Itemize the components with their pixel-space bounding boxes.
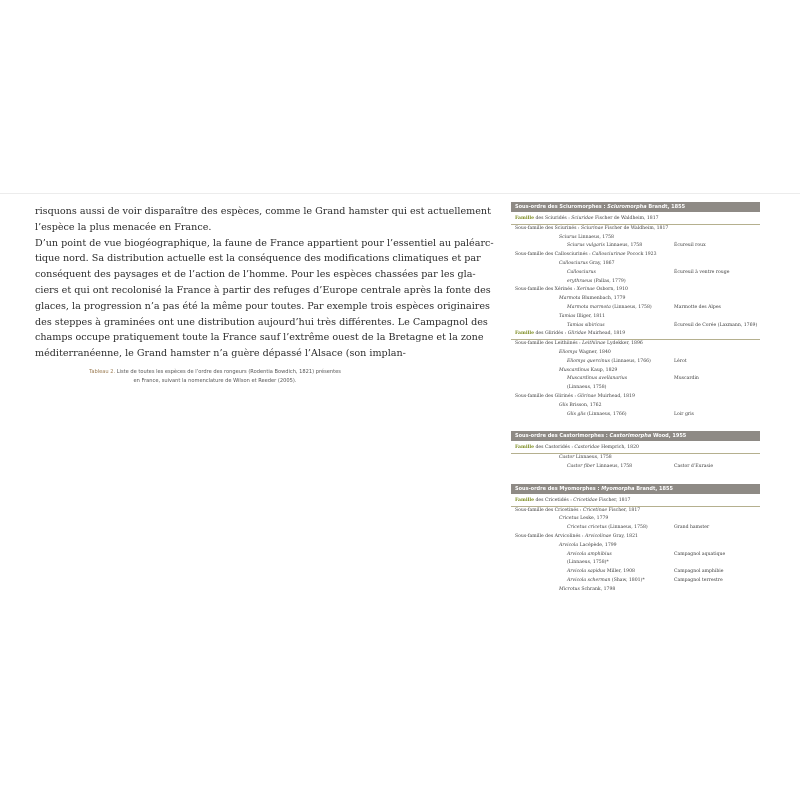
taxon-row <box>511 234 760 243</box>
taxon-authority: Gray, 1821 <box>611 533 638 539</box>
taxon-authority: Fischer, 1817 <box>607 507 641 513</box>
taxon-scientific-name: Cricetidae <box>573 497 598 503</box>
taxon-rank-text: des Castoridés : <box>534 445 575 451</box>
taxon-row <box>511 251 760 260</box>
taxon-name <box>515 251 657 260</box>
common-name: Écureuil roux <box>674 243 706 249</box>
common-name: Lérot <box>674 358 687 364</box>
taxon-row <box>511 551 760 560</box>
taxon-scientific-name: Glis <box>559 402 568 408</box>
taxon-scientific-name: Sciurus vulgaris <box>567 243 605 249</box>
taxon-name <box>559 367 617 376</box>
suborder-body <box>511 494 760 601</box>
suborder-header <box>511 431 760 441</box>
taxon-scientific-name: Eliomys <box>559 349 578 355</box>
taxon-authority: Schrank, 1798 <box>579 586 616 592</box>
taxon-scientific-name: Sciuridae <box>571 216 594 221</box>
taxon-authority: Brisson, 1762 <box>567 402 602 408</box>
suborder-author: Brandt, 1855 <box>646 204 686 210</box>
suborder-label: Sous-ordre des Sciuromorphes : <box>515 204 608 210</box>
taxon-row <box>511 411 760 420</box>
common-name: Castor d’Eurasie <box>674 463 714 469</box>
taxon-scientific-name: erythraeus <box>567 278 593 284</box>
taxon-scientific-name: Callosciurinae <box>592 252 626 258</box>
taxon-name <box>567 242 642 251</box>
taxon-authority: (Linnaeus, 1766) <box>585 411 627 417</box>
taxon-name <box>567 278 626 287</box>
taxon-rank-text: des Cricetidés : <box>534 497 574 503</box>
famille-word: Famille <box>515 216 535 221</box>
taxon-name <box>515 533 638 542</box>
common-name: Écureuil de Corée (Laxmann, 1769) <box>674 322 758 328</box>
taxon-authority: (Linnaeus, 1758) <box>606 525 648 531</box>
taxon-rank-text: Sous-famille des Sciurinés : <box>515 225 581 231</box>
taxon-row <box>511 393 760 402</box>
taxon-scientific-name: Cricetus cricetus <box>567 525 607 531</box>
common-name: Campagnol terrestre <box>674 577 723 583</box>
taxon-authority: (Linnaeus, 1766) <box>609 358 651 364</box>
taxon-name <box>559 586 615 595</box>
famille-word: Famille <box>515 497 535 503</box>
famille-word: Famille <box>515 445 535 451</box>
taxon-scientific-name: Gliridae <box>567 331 587 337</box>
taxon-authority: Gray, 1867 <box>587 260 615 266</box>
taxon-rank-text: des Sciuridés : <box>534 216 572 221</box>
taxon-name <box>567 568 635 577</box>
taxon-row <box>511 515 760 524</box>
taxon-row <box>511 225 760 234</box>
suborder-taxon: Castorimorpha <box>609 433 652 440</box>
taxon-name <box>559 454 612 463</box>
taxon-name <box>515 497 630 506</box>
suborder-author: Wood, 1955 <box>651 433 687 440</box>
paragraph-line: glaces, la progression n’a pas été la même pour toutes. Par exemple trois espèces originaires <box>35 300 490 312</box>
taxon-scientific-name: Sciurinae <box>580 225 604 231</box>
taxon-row <box>511 349 760 358</box>
taxon-row <box>511 242 760 251</box>
taxon-row <box>511 568 760 577</box>
taxon-rank-text: Sous-famille des Leithiinés : <box>515 341 583 347</box>
taxon-authority: Linnaeus, 1758 <box>604 243 643 249</box>
taxon-name <box>567 577 645 586</box>
taxon-row <box>511 260 760 269</box>
taxon-rank-text: Sous-famille des Glirinés : <box>515 393 578 399</box>
taxon-row <box>511 384 760 393</box>
taxon-authority: (Pallas, 1779) <box>592 278 626 284</box>
taxon-row <box>511 402 760 411</box>
body-paragraph <box>35 204 494 362</box>
taxon-name <box>515 393 635 402</box>
paragraph-line: l’espèce la plus menacée en France. <box>35 221 212 233</box>
taxon-rank-text: des Gliridés : <box>534 331 568 337</box>
taxon-scientific-name: Castor <box>559 455 575 461</box>
family-row <box>511 215 760 225</box>
left-text-column <box>35 204 494 362</box>
taxon-authority: (Shaw, 1801)* <box>610 577 645 583</box>
taxon-row <box>511 507 760 516</box>
taxon-rank-text: Sous-famille des Xérinés : <box>515 287 577 293</box>
taxon-scientific-name: Arvicola sapidus <box>567 569 606 575</box>
taxon-row <box>511 358 760 367</box>
taxon-name <box>559 542 617 551</box>
taxon-row <box>511 313 760 322</box>
taxon-rank-text: Sous-famille des Cricetinés : <box>515 507 583 513</box>
common-name: Écureuil à ventre rouge <box>674 269 730 275</box>
famille-word: Famille <box>515 331 535 337</box>
taxon-rank-text: Sous-famille des Arvicolinés : <box>515 533 585 539</box>
taxon-name <box>559 313 605 322</box>
taxon-scientific-name: Leithiinae <box>582 341 606 347</box>
taxon-name <box>559 402 602 411</box>
taxon-scientific-name: Arvicola <box>559 542 579 548</box>
taxon-name <box>567 463 632 472</box>
taxon-scientific-name: Marmota marmota <box>567 304 611 310</box>
taxon-scientific-name: Callosciurus <box>559 260 588 266</box>
taxon-authority: Kaup, 1829 <box>589 367 618 373</box>
paragraph-line: tique nord. Sa distribution actuelle est la conséquence des modifications climatiques et par <box>35 253 481 265</box>
taxon-authority: Muirhead, 1819 <box>596 393 635 399</box>
taxon-name <box>559 515 608 524</box>
caption-text-1: Liste de toutes les espèces de l’ordre des rongeurs (Rodentia Bowdich, 1821) présentes <box>116 369 341 375</box>
taxon-row <box>511 542 760 551</box>
taxon-rank-text: (Linnaeus, 1758) <box>567 385 607 391</box>
taxon-authority: Linnaeus, 1758 <box>574 455 612 461</box>
taxon-name <box>559 349 611 358</box>
taxon-name <box>515 215 659 224</box>
taxon-scientific-name: Glis glis <box>567 411 586 417</box>
taxon-scientific-name: Castoridae <box>574 445 600 451</box>
family-row <box>511 497 760 507</box>
taxon-scientific-name: Eliomys quercinus <box>567 358 610 364</box>
taxon-scientific-name: Arvicola scherman <box>567 577 611 583</box>
taxon-row <box>511 286 760 295</box>
taxon-scientific-name: Castor fiber <box>567 463 595 469</box>
taxon-authority: Fischer, 1817 <box>597 497 631 503</box>
taxon-rank-text: (Linnaeus, 1758)* <box>567 560 609 566</box>
taxon-row <box>511 278 760 287</box>
taxon-row <box>511 454 760 463</box>
suborder-body <box>511 441 760 477</box>
taxon-authority: Muirhead, 1819 <box>586 331 626 337</box>
common-name: Loir gris <box>674 411 694 417</box>
taxon-row <box>511 463 760 472</box>
taxon-authority: Osborn, 1910 <box>594 287 628 293</box>
taxon-scientific-name: Marmota <box>559 296 581 302</box>
taxon-name <box>567 411 627 420</box>
family-row <box>511 444 760 454</box>
taxon-row <box>511 586 760 595</box>
taxon-scientific-name: Microtus <box>559 586 580 592</box>
taxon-scientific-name: Callosciurus <box>567 269 596 275</box>
taxon-row <box>511 340 760 349</box>
taxon-name <box>567 358 651 367</box>
common-name: Muscardin <box>674 376 699 382</box>
common-name: Campagnol amphibie <box>674 569 724 575</box>
taxon-name <box>559 260 615 269</box>
suborder-header <box>511 202 760 212</box>
common-name: Grand hamster <box>674 525 710 531</box>
taxon-scientific-name: Tamias sibiricus <box>567 322 605 328</box>
taxon-name <box>515 330 625 339</box>
taxon-name <box>515 444 639 453</box>
caption-label: Tableau 2. <box>89 369 116 375</box>
taxon-rank-text: Sous-famille des Callosciurinés : <box>515 252 593 258</box>
taxon-row <box>511 367 760 376</box>
rodent-species-table <box>511 202 760 600</box>
taxon-scientific-name: Cricetinae <box>582 507 608 513</box>
paragraph-line: champs occupe pratiquement toute la France sauf l’extrême ouest de la Bretagne et la zone <box>35 332 484 344</box>
taxon-name <box>515 507 640 516</box>
taxon-name <box>515 286 628 295</box>
paragraph-line: ciers et qui ont recolonisé la France à partir des refuges d’Europe centrale après la fonte des <box>35 284 491 296</box>
paragraph-line: des steppes à graminées ont une distribution aujourd’hui très différentes. Le Campagnol des <box>35 316 488 328</box>
taxon-scientific-name: Arvicola amphibius <box>567 551 612 557</box>
page-divider <box>0 193 800 194</box>
taxon-scientific-name: Tamias <box>559 313 576 319</box>
taxon-authority: Leske, 1779 <box>578 516 609 522</box>
taxon-row <box>511 524 760 533</box>
caption-line-1 <box>60 368 370 377</box>
suborder-author: Brandt, 1855 <box>634 485 673 492</box>
taxon-name <box>567 524 648 533</box>
taxon-authority: Fischer de Waldheim, 1817 <box>603 225 669 231</box>
common-name: Marmotte des Alpes <box>674 304 721 310</box>
taxon-name <box>567 304 652 313</box>
taxon-row <box>511 577 760 586</box>
suborder-header <box>511 484 760 494</box>
taxon-scientific-name: Xerinae <box>576 287 595 293</box>
taxon-row <box>511 533 760 542</box>
taxon-authority: Wagner, 1840 <box>577 349 611 355</box>
taxon-authority: Pocock 1923 <box>625 252 657 258</box>
taxon-authority: Hemprich, 1820 <box>599 445 639 451</box>
suborder-label: Sous-ordre des Castorimorphes : <box>515 433 610 440</box>
taxon-scientific-name: Cricetus <box>559 516 579 522</box>
taxon-name <box>559 295 625 304</box>
taxon-scientific-name: Glirinae <box>577 393 597 399</box>
taxon-authority: (Linnaeus, 1758) <box>610 304 652 310</box>
suborder-body <box>511 212 760 425</box>
suborder-taxon: Myomorpha <box>601 485 635 492</box>
taxon-name <box>567 559 609 568</box>
taxon-name <box>515 340 643 349</box>
taxon-authority: Lydekker, 1896 <box>605 341 643 347</box>
suborder-taxon: Sciuromorpha <box>607 204 647 210</box>
taxon-scientific-name: Muscardinus <box>559 367 590 373</box>
taxon-name <box>559 234 614 243</box>
family-row <box>511 330 760 340</box>
common-name: Campagnol aquatique <box>674 551 726 557</box>
taxon-row <box>511 269 760 278</box>
taxon-row <box>511 375 760 384</box>
taxon-name <box>567 269 596 278</box>
taxon-authority: Fischer de Waldheim, 1817 <box>593 216 659 221</box>
taxon-authority: Illiger, 1811 <box>575 313 606 319</box>
taxon-name <box>515 225 668 234</box>
taxon-name <box>567 384 606 393</box>
taxon-authority: Linnaeus, 1758 <box>594 463 633 469</box>
taxon-name <box>567 322 605 331</box>
taxon-name <box>567 375 627 384</box>
taxon-scientific-name: Sciurus <box>559 234 577 240</box>
suborder-label: Sous-ordre des Myomorphes : <box>515 485 602 492</box>
taxon-scientific-name: Muscardinus avellanarius <box>567 376 628 382</box>
taxon-name <box>567 551 612 560</box>
taxon-scientific-name: Arvicolinae <box>585 533 612 539</box>
paragraph-line: D’un point de vue biogéographique, la faune de France appartient pour l’essentiel au paléarc- <box>35 237 494 249</box>
taxon-authority: Blumenbach, 1779 <box>580 296 626 302</box>
taxon-row <box>511 304 760 313</box>
taxon-authority: Linnaeus, 1758 <box>576 234 614 240</box>
taxon-authority: Miller, 1908 <box>605 569 635 575</box>
paragraph-line: conséquent des paysages et de l’action de l’homme. Pour les espèces chassées par les gla- <box>35 269 476 281</box>
taxon-row <box>511 295 760 304</box>
taxon-row <box>511 559 760 568</box>
paragraph-line: méditerranéenne, le Grand hamster n’a guère dépassé l’Alsace (son implan- <box>35 348 406 360</box>
paragraph-line: risquons aussi de voir disparaître des espèces, comme le Grand hamster qui est actuellement <box>35 206 491 217</box>
taxon-row <box>511 322 760 331</box>
table-caption <box>60 368 370 385</box>
caption-line-2: en France, suivant la nomenclature de Wilson et Reeder (2005). <box>133 377 297 384</box>
taxon-authority: Lacépède, 1799 <box>578 542 617 548</box>
